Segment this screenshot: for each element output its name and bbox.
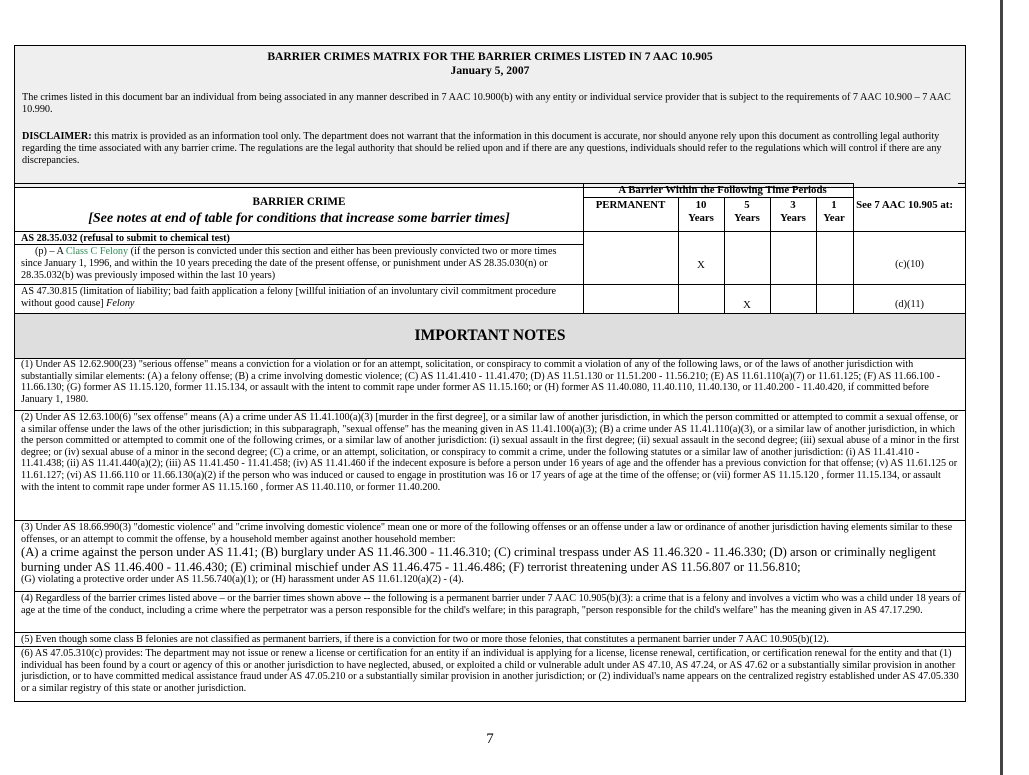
important-notes-band <box>15 313 965 359</box>
note-3 <box>21 522 961 586</box>
section-divider <box>15 244 583 245</box>
col-1-num: 1 <box>831 199 837 211</box>
page-number: 7 <box>486 731 494 747</box>
col-line-10 <box>678 197 679 313</box>
table-row-1-text <box>21 246 573 282</box>
col-5-num: 5 <box>744 199 750 211</box>
note-divider-2 <box>15 520 965 521</box>
col-10-years-header <box>678 199 724 225</box>
row-1-reference: (c)(10) <box>895 259 924 270</box>
row-2-reference: (d)(11) <box>894 299 925 310</box>
note-divider-3 <box>15 591 965 592</box>
row-1-prefix: (p) – A <box>35 246 66 257</box>
document-date: January 5, 2007 <box>450 64 530 77</box>
header-bottom-line <box>15 231 965 232</box>
row-1-divider <box>15 284 965 285</box>
col-line-see <box>853 183 854 313</box>
note-2: (2) Under AS 12.63.100(6) "sex offense" means (A) a crime under AS 11.41.100(a)(3) [murder in the first degree], or a similar law of another jurisdiction, in which the person committed or attempted to commit a sexual offense, or a similar offense under the laws of the other jurisdiction; in this subparagraph, "sexual offense" has the meaning given in AS 11.41.100(a)(3); (B) a crime under AS 11.41.110(a)(3), or a similar law of another jurisdiction, in which the person committed or attempted to commit one of the following crimes, or a similar law of another jurisdiction: (i) sexual assault in the first degree; (ii) sexual assault in the second degree; (iii) sexual abuse of a minor in the first degree; or (iv) sexual abuse of a minor in the second degree; (C) a crime, or an attempt, solicitation, or conspiracy to commit a crime, under the following statutes or a similar law of another jurisdiction: (i) AS 11.41.410 - 11.41.438; (ii) AS 11.41.440(a)(2); (iii) AS 11.41.450 - 11.41.458; (iv) AS 11.41.460 if the indecent exposure is before a person under 16 years of age and the offender has a previous conviction for that offense; (v) AS 11.61.125 or 11.61.127; (vi) AS 11.66.110 or 11.66.130(a)(2) if the person who was induced or caused to engage in prostitution was 16 or 17 years of age at the time of the offense; or (vii) former AS 11.15.120 , former 11.15.134, or assault with the intent to commit rape under former AS 11.15.160 , former AS 11.40.110, or former 11.40.200. <box>21 412 960 493</box>
section-title: AS 28.35.032 (refusal to submit to chemical test) <box>21 233 230 244</box>
barrier-crime-note: [See notes at end of table for conditions that increase some barrier times] <box>88 211 510 226</box>
time-periods-header: A Barrier Within the Following Time Periods <box>618 184 827 196</box>
note-5: (5) Even though some class B felonies are not classified as permanent barriers, if there is a conviction for two or more those felonies, that constitutes a permanent barrier under 7 AAC 10.905(b)(12). <box>21 634 829 645</box>
col-5-years-header <box>724 199 770 225</box>
note-divider-4 <box>15 632 965 633</box>
see-aac-header: See 7 AAC 10.905 at: <box>856 199 953 211</box>
page-edge-shadow <box>1000 0 1003 775</box>
note-divider-5 <box>15 646 965 647</box>
row-2-5-years-mark: X <box>743 299 751 311</box>
col-line-5 <box>724 197 725 313</box>
note-3-list: (A) a crime against the person under AS 11.41; (B) burglary under AS 11.46.300 - 11.46.310; (C) criminal trespass under AS 11.46.320 - 11.46.330; (D) arson or criminally negligent burning under AS 11.46.400 - 11.46.430; (E) criminal mischief under AS 11.46.475 - 11.46.486; (F) terrorist threatening under AS 11.56.807 or 11.56.810; <box>21 545 936 574</box>
important-notes-title: IMPORTANT NOTES <box>414 327 566 344</box>
time-periods-top <box>583 183 853 184</box>
permanent-header: PERMANENT <box>595 199 666 211</box>
note-4: (4) Regardless of the barrier crimes listed above – or the barrier times shown above -- the following is a permanent barrier under 7 AAC 10.905(b)(3): a crime that is a felony and involves a victim who was a child under 18 years of age at the time of the conduct, including a crime where the perpetrator was a person responsible for the child's welfare; in this paragraph, "person responsible for the child's welfare" has the meaning given in AS 47.17.290. <box>21 593 961 616</box>
disclaimer-label: DISCLAIMER: <box>22 131 92 142</box>
row-2-description: AS 47.30.815 (limitation of liability; bad faith application a felony [willful initiation of an involuntary civil commitment procedure without good cause] <box>21 286 557 309</box>
note-6: (6) AS 47.05.310(c) provides: The department may not issue or renew a license or certification for an entity if an individual is applying for a license, license renewal, certification, or certification renewal for the entity and that (1) individual has been found by a court or agency of this or another jurisdiction to have neglected, abused, or exploited a child or vulnerable adult under AS 47.10, AS 47.24, or AS 47.62 or a substantially similar provision in another jurisdiction, or to have committed medical assistance fraud under AS 47.05.210 or a substantially similar provision in another jurisdiction; or (2) individual's name appears on the centralized registry established under AS 47.05.330 or a similar registry of this state or another jurisdiction. <box>21 648 959 694</box>
note-divider-1 <box>15 410 965 411</box>
header-divider-left <box>15 183 583 184</box>
document-title: BARRIER CRIMES MATRIX FOR THE BARRIER CRIMES LISTED IN 7 AAC 10.905 <box>267 50 713 63</box>
col-3-num: 3 <box>790 199 796 211</box>
col-line-3 <box>770 197 771 313</box>
note-3-list-end: (G) violating a protective order under AS 11.56.740(a)(1); or (H) harassment under AS 11.61.120(a)(2) - (4). <box>21 574 464 586</box>
document-frame <box>14 45 966 702</box>
col-5-unit: Years <box>734 212 760 224</box>
note-3-intro: (3) Under AS 18.66.990(3) "domestic violence" and "crime involving domestic violence" mean one or more of the following offenses or an offense under a law or ordinance of another jurisdiction having elements similar to these offenses, or an attempt to commit the offense, by a household member against another household member: <box>21 522 953 545</box>
time-periods-bottom <box>583 197 853 198</box>
row-1-description: (if the person is convicted under this section and either has been previously convicted two or more times since January 1, 1996, and within the 10 years preceding the date of the present offense, or punishment under AS 28.35.030(n) or 28.35.032(b) was previously imposed within the last 10 years) <box>21 246 557 281</box>
row-1-felony-class: Class C Felony <box>65 246 129 257</box>
table-row-2-text <box>21 286 573 310</box>
col-line-permanent <box>583 183 584 313</box>
col-3-unit: Years <box>780 212 806 224</box>
col-10-num: 10 <box>695 199 707 211</box>
row-2-felony: Felony <box>106 298 135 309</box>
row-1-10-years-mark: X <box>697 259 705 271</box>
col-3-years-header <box>770 199 816 225</box>
col-1-unit: Year <box>823 212 845 224</box>
col-10-unit: Years <box>688 212 714 224</box>
barrier-crime-header: BARRIER CRIME <box>252 196 346 208</box>
col-1-year-header <box>816 199 852 225</box>
intro-paragraph: The crimes listed in this document bar an individual from being associated in any manner described in 7 AAC 10.900(b) with any entity or individual service provider that is subject to the requirements of 7 AAC 10.900 – 7 AAC 10.990. <box>22 92 951 115</box>
header-divider-right <box>958 183 965 184</box>
col-line-1 <box>816 197 817 313</box>
disclaimer-paragraph <box>22 131 960 167</box>
document-header <box>15 46 965 188</box>
disclaimer-text: this matrix is provided as an information tool only. The department does not warrant that the information in this document is accurate, nor should anyone rely upon this document as controlling legal authority regarding the time associated with any barrier crime. The regulations are the legal authority that should be relied upon and if there are any questions, individuals should refer to the regulations which will control if there are any discrepancies. <box>22 131 942 166</box>
note-1: (1) Under AS 12.62.900(23) "serious offense" means a conviction for a violation or for an attempt, solicitation, or conspiracy to commit a violation of any of the following laws, or of the laws of another jurisdiction with substantially similar elements: (A) a felony offense; (B) a crime involving domestic violence; (C) AS 11.41.410 - 11.41.470; (D) AS 11.51.130 or 11.51.200 - 11.56.210; (E) AS 11.61.110(a)(7) or 11.61.125; (F) AS 11.66.100 - 11.66.130; (G) former AS 11.15.120, former 11.15.134, or assault with the intent to commit rape under former AS 11.15.160; or (H) former AS 11.40.080, 11.40.110, 11.40.130, or 11.40.200 - 11.40.420, if committed before January 1, 1980. <box>21 359 941 405</box>
